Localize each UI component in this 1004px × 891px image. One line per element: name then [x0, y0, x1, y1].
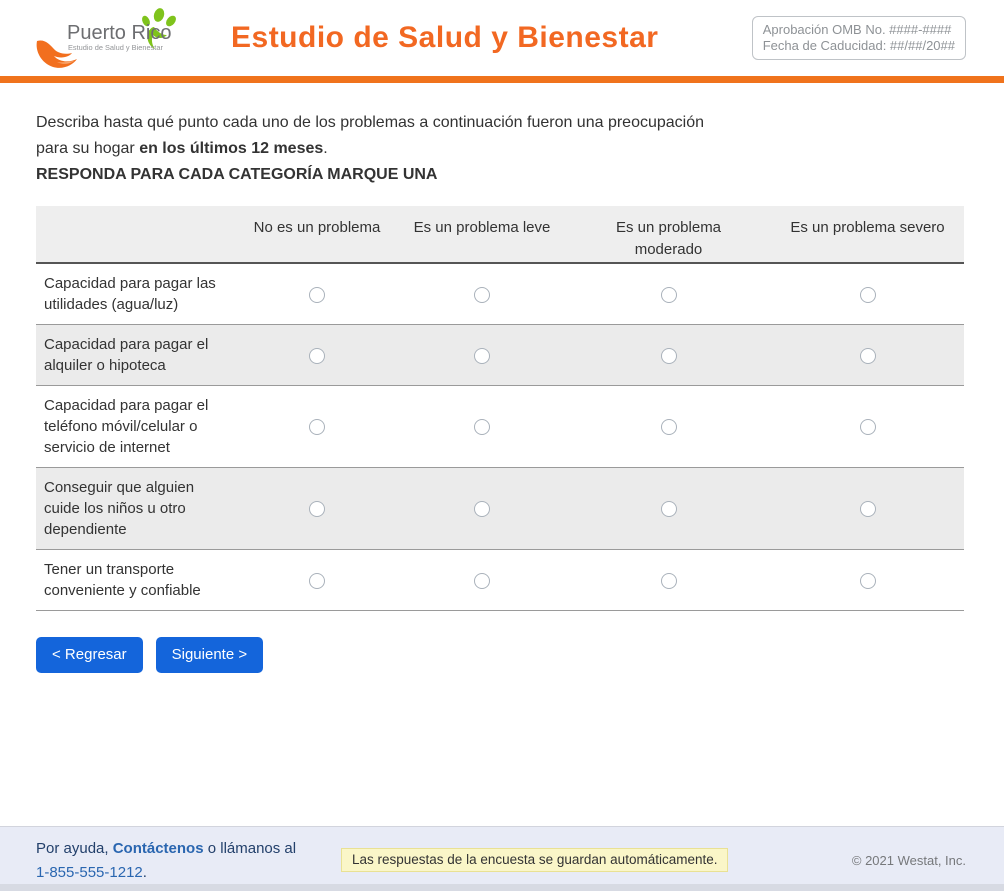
radio-cell [236, 468, 398, 550]
page-title: Estudio de Salud y Bienestar [231, 21, 659, 54]
radio-cell [566, 386, 771, 468]
radio-cell [771, 386, 964, 468]
radio-cell [398, 263, 566, 325]
help-text: Por ayuda, Contáctenos o llámanos al 1-855-555-1212. [36, 840, 297, 881]
column-header: Es un problema moderado [566, 206, 771, 263]
omb-approval-box [752, 16, 966, 60]
autosave-notice: Las respuestas de la encuesta se guardan automáticamente. [341, 848, 728, 872]
radio-button[interactable] [661, 287, 677, 303]
row-label: Capacidad para pagar el alquiler o hipoteca [36, 325, 236, 386]
radio-cell [236, 386, 398, 468]
column-header: No es un problema [236, 206, 398, 263]
radio-button[interactable] [309, 419, 325, 435]
radio-button[interactable] [474, 501, 490, 517]
radio-button[interactable] [474, 419, 490, 435]
radio-cell [236, 263, 398, 325]
copyright-text: © 2021 Westat, Inc. [851, 853, 966, 868]
radio-cell [398, 386, 566, 468]
contact-us-link[interactable]: Contáctenos [112, 840, 204, 857]
radio-button[interactable] [860, 501, 876, 517]
radio-button[interactable] [661, 501, 677, 517]
radio-cell [398, 325, 566, 386]
logo-tagline-text: Estudio de Salud y Bienestar [68, 43, 163, 52]
row-label: Conseguir que alguien cuide los niños u otro dependiente [36, 468, 236, 550]
radio-button[interactable] [309, 573, 325, 589]
site-header [0, 0, 1004, 76]
radio-button[interactable] [860, 348, 876, 364]
row-label: Capacidad para pagar las utilidades (agua/luz) [36, 263, 236, 325]
radio-button[interactable] [474, 573, 490, 589]
navigation-buttons [36, 637, 966, 673]
omb-approval-number: Aprobación OMB No. ####-#### [762, 22, 952, 37]
column-header: Es un problema severo [771, 206, 964, 263]
radio-cell [566, 263, 771, 325]
header-divider [0, 76, 1004, 83]
column-header: Es un problema leve [398, 206, 566, 263]
radio-button[interactable] [860, 287, 876, 303]
logo-image [33, 5, 181, 71]
site-footer [0, 826, 1004, 891]
radio-button[interactable] [860, 419, 876, 435]
radio-button[interactable] [474, 348, 490, 364]
logo-name-text: Puerto Rico [67, 22, 172, 44]
question-text-bold: en los últimos 12 meses [139, 140, 324, 157]
radio-cell [771, 263, 964, 325]
radio-cell [398, 550, 566, 611]
question-text: Describa hasta qué punto cada uno de los problemas a continuación fueron una preocupación para su hogar en los últimos 12 meses. [36, 114, 705, 157]
row-label: Tener un transporte conveniente y confiable [36, 550, 236, 611]
table-row [36, 263, 964, 325]
radio-button[interactable] [474, 287, 490, 303]
phone-link[interactable]: 1-855-555-1212 [36, 864, 143, 881]
radio-cell [236, 325, 398, 386]
radio-cell [566, 550, 771, 611]
radio-button[interactable] [661, 573, 677, 589]
radio-button[interactable] [309, 287, 325, 303]
question-instruction: RESPONDA PARA CADA CATEGORÍA MARQUE UNA [36, 166, 438, 183]
table-row [36, 468, 964, 550]
scrollbar-track[interactable] [0, 884, 1004, 891]
survey-page [0, 83, 1004, 826]
next-button[interactable]: Siguiente > [156, 637, 263, 673]
back-button[interactable]: < Regresar [36, 637, 143, 673]
radio-cell [566, 325, 771, 386]
radio-cell [236, 550, 398, 611]
radio-cell [566, 468, 771, 550]
radio-button[interactable] [309, 348, 325, 364]
corner-header-cell [36, 206, 236, 263]
puerto-rico-logo [33, 5, 183, 71]
radio-cell [771, 325, 964, 386]
table-row [36, 386, 964, 468]
problem-table-body [36, 263, 964, 611]
radio-button[interactable] [309, 501, 325, 517]
row-label: Capacidad para pagar el teléfono móvil/celular o servicio de internet [36, 386, 236, 468]
radio-button[interactable] [860, 573, 876, 589]
radio-cell [771, 468, 964, 550]
radio-cell [398, 468, 566, 550]
radio-button[interactable] [661, 419, 677, 435]
radio-cell [771, 550, 964, 611]
problem-table-header-row [36, 206, 964, 263]
table-row [36, 550, 964, 611]
table-row [36, 325, 964, 386]
question-text-regular: Describa hasta qué punto cada uno de los problemas a continuación fueron una preocupación para su hogar [36, 114, 705, 157]
radio-button[interactable] [661, 348, 677, 364]
omb-expiration-date: Fecha de Caducidad: ##/##/20## [762, 38, 955, 53]
problem-matrix-table [36, 206, 964, 611]
